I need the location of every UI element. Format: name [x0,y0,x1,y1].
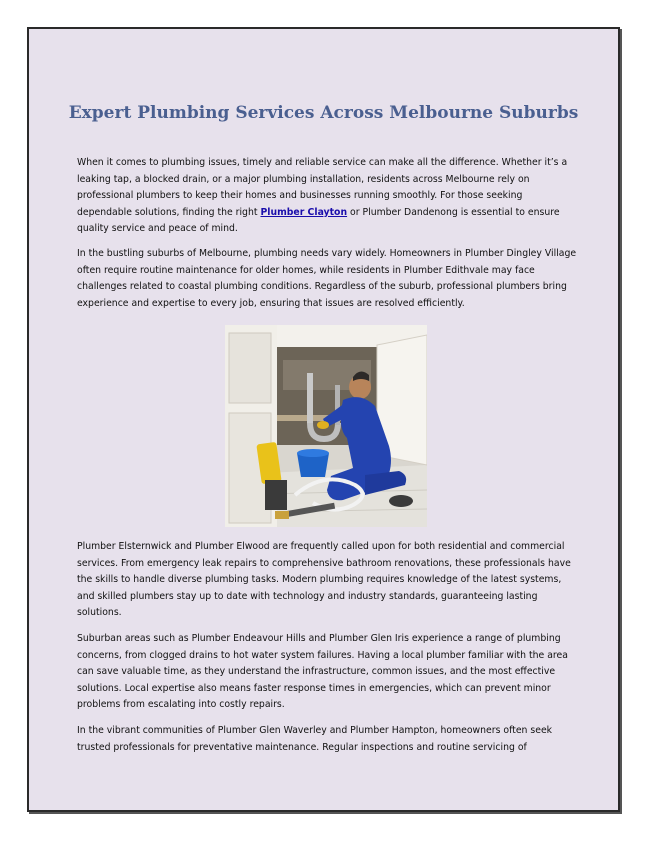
paragraph-elsternwick: Plumber Elsternwick and Plumber Elwood are frequently called upon for both residential and commercial services. From emergency leak repairs to comprehensive bathroom renovations, these professionals have the skills to handle diverse plumbing tasks. Modern plumbing requires knowledge of the latest systems, and skilled plumbers stay up to date with technology and industry standards, guaranteeing lasting solutions. [77,541,571,619]
paragraph-intro [77,155,577,238]
page-title: Expert Plumbing Services Across Melbourne Suburbs [68,103,579,123]
plumber-clayton-link[interactable]: Plumber Clayton [260,206,348,218]
paragraph-suburbs: In the bustling suburbs of Melbourne, plumbing needs vary widely. Homeowners in Plumber Dingley Village often require routine maintenance for older homes, while residents in Plumber Edithvale may face challenges related to coastal plumbing conditions. Regardless of the suburb, professional plumbers bring experience and expertise to every job, ensuring that issues are resolved efficiently. [77,248,577,309]
paragraph-endeavour-hills: Suburban areas such as Plumber Endeavour Hills and Plumber Glen Iris experience a range of plumbing concerns, from clogged drains to hot water system failures. Having a local plumber familiar with the area can save valuable time, as they understand the infrastructure, common issues, and the most effective solutions. Local expertise also means faster response times in emergencies, which can prevent minor problems from escalating into costly repairs. [77,633,568,711]
plumber-photo [225,325,427,527]
paragraph-intro-text-1: When it comes to plumbing issues, timely and reliable service can make all the difference. Whether it’s a leaking tap, a blocked drain, or a major plumbing installation, residents across Melbourne rely on professional plumbers to keep their homes and businesses running smoothly. For those seeking dependable solutions, finding the right [77,157,568,218]
paragraph-glen-waverley: In the vibrant communities of Plumber Glen Waverley and Plumber Hampton, homeowners often seek trusted professionals for preventative maintenance. Regular inspections and routine servicing of [77,725,553,753]
document-page [27,27,620,812]
plumber-under-sink-image [225,325,427,527]
paragraph-intro-text-2: or Plumber Dandenong is essential to ensure quality service and peace of mind. [77,206,560,235]
